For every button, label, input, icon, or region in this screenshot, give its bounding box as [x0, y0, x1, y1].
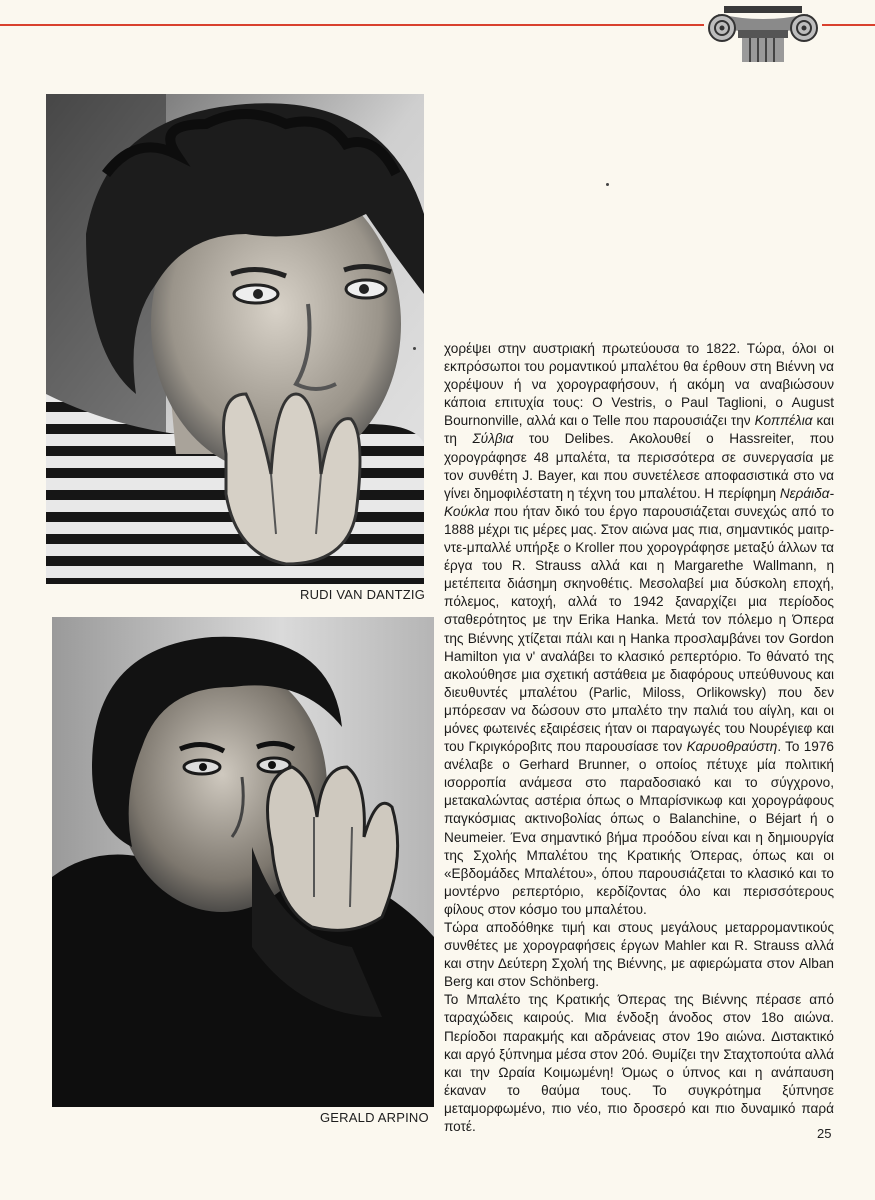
print-speck [413, 347, 416, 350]
text-run: . Το 1976 ανέλαβε ο Gerhard Brunner, ο οποίος πέτυχε μία πολιτική ισορροπία ανάμεσα στο παραδοσιακό και το σύγχρονο, μετακαλώντας αστέρια όπως ο Μπαρίσνικωφ και χορογράφους παγκόσμιας ακτινοβολίας όπως ο Balanchine, ο Béjart ή ο Neumeier. Ένα σημαντικό βήμα προόδου είναι και η δημιουργία της Σχολής Μπαλέτου της Κρατικής Όπερας, όπως και οι «Εβδομάδες Μπαλέτου», όπου παρουσιάζεται το κλασικό και το μοντέρνο ρεπερτόριο, κερδίζοντας όλο και περισσότερους φίλους στον κόσμο του μπαλέτου. [444, 739, 834, 917]
page-number: 25 [817, 1126, 832, 1141]
italic-title: Καρυοθραύστη [686, 739, 778, 755]
ionic-capital-icon [704, 0, 822, 62]
text-run: χορέψει στην αυστριακή πρωτεύουσα το 1822. Τώρα, όλοι οι εκπρόσωποι του ρομαντικού μπαλέτου θα έρθουν στη Βιέννη να χορέψουν ή να χορογραφήσουν, ή ακόμη να αναβιώσουν κάποια επιτυχία τους: Ο Vestris, ο Paul Taglioni, ο August Bournonville, αλλά και ο Telle που παρουσιάζει την [444, 341, 834, 429]
portrait-photo-rudi-van-dantzig [46, 94, 424, 584]
photo-caption: RUDI VAN DANTZIG [300, 587, 426, 602]
text-run: του Delibes. Ακολουθεί ο Hassreiter, που χορογράφησε 48 μπαλέτα, τα περισσότερα σε συνεργασία με τον συνθέτη J. Bayer, και που συνετέλεσε αποφασιστικά στο να γίνει δημοφιλέστατη η τέχνη του μπαλέτου. Η περίφημη [444, 431, 834, 501]
text-run: και τη [444, 413, 834, 447]
article-paragraph: Τώρα αποδόθηκε τιμή και στους μεγάλους μεταρρομαντικούς συνθέτες με χορογραφήσεις έργων Mahler και R. Strauss αλλά και στην Δεύτερη Σχολή της Βιέννης, με αφιερώματα στον Alban Berg και στον Schönberg. [444, 920, 834, 990]
portrait-photo-gerald-arpino [52, 617, 434, 1107]
italic-title: Σύλβια [472, 431, 514, 447]
article-body [444, 340, 834, 1136]
article-paragraph: Το Μπαλέτο της Κρατικής Όπερας της Βιέννης πέρασε από ταραχώδεις καιρούς. Μια ένδοξη άνοδος στον 18ο αιώνα. Περίοδοι παρακμής και αδράνειας στον 19ο αιώνα. Διστακτικό και αργό ξύπνημα μέσα στον 20ό. Θυμίζει την Σταχτοπούτα αλλά και την Ωραία Κοιμωμένη! Όμως ο ύπνος και η ανάπαυση έκαναν το θαύμα τους. Το συγκρότημα ξύπνησε μεταμορφωμένο, πιο νέο, πιο δροσερό και πιο δυναμικό παρά ποτέ. [444, 992, 834, 1135]
photo-caption: GERALD ARPINO [320, 1110, 429, 1125]
text-run: που ήταν δικό του έργο παρουσιάζεται συνεχώς από το 1888 μέχρι τις μέρες μας. Στον αιώνα μας πια, σημαντικός μαιτρ-ντε-μπαλλέ υπήρξε ο Kroller που χορογράφησε μεταξύ άλλων τα έργα του R. Strauss αλλά και η Margarethe Wallmann, η μετέπειτα διάσημη σκηνοθέτις. Μεσολαβεί μια δύσκολη εποχή, πόλεμος, κατοχή, αλλά το 1942 ξαναρχίζει μια περίοδος σταθερότητος με την Erika Hanka. Μετά τον πόλεμο η Όπερα της Βιέννης χτίζεται πάλι και η Hanka προσλαμβάνει τον Gordon Hamilton για ν' αναλάβει το κλασικό ρεπερτόριο. Το θάνατό της ακολούθησε μια σχετική αστάθεια με διαφόρους υπεύθυνους και διευθυντές μπαλέτου (Parlic, Miloss, Orlikowsky) που δεν μπόρεσαν να δώσουν στο μπαλέτο την παλιά του αίγλη, και οι μόνες φωτεινές εξαιρέσεις ήταν οι παραγωγές του Νουρέγιεφ και του Γκριγκόροβιτς που παρουσίασε τον [444, 503, 834, 755]
italic-title: Κοππέλια [754, 413, 813, 429]
italic-title: Νεράιδα-Κούκλα [444, 485, 834, 519]
print-speck [606, 183, 609, 186]
article-paragraph [444, 340, 834, 919]
